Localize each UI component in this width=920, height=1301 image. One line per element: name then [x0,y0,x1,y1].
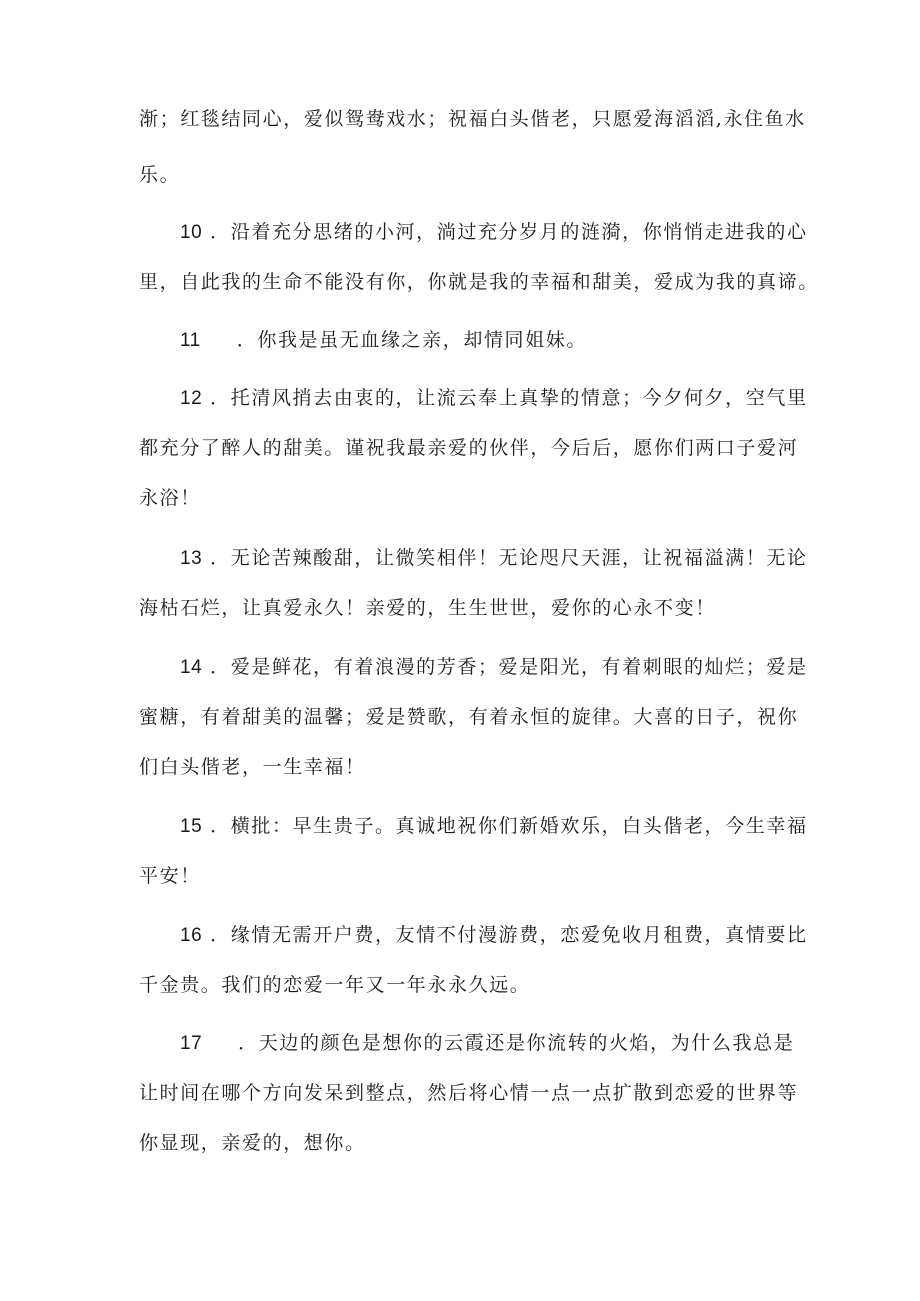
paragraph-line: 平安！ [139,865,201,887]
paragraph-line: 都充分了醉人的甜美。谨祝我最亲爱的伙伴，今后后，愿你们两口子爱河 [139,437,799,459]
item-separator: ． [210,387,231,409]
paragraph-13 [139,540,808,626]
item-separator: ． [210,547,231,569]
paragraph-line: 渐；红毯结同心，爱似鸳鸯戏水；祝福白头偕老，只愿爱海滔滔,永住鱼水 [139,108,806,130]
item-separator: ． [210,221,231,243]
item-number: 17 [180,1033,203,1054]
paragraph-15 [139,808,808,894]
item-text: 缘情无需开户费，友情不付漫游费，恋爱免收月租费，真情要比 [230,924,808,946]
item-number: 14 [180,657,203,678]
item-separator: ． [210,924,231,946]
item-text: 无论苦辣酸甜，让微笑相伴！无论咫尺天涯，让祝福溢满！无论 [230,547,808,569]
item-number: 13 [180,548,203,569]
paragraph-12 [139,380,808,516]
item-separator: ． [210,815,231,837]
paragraph-line [139,808,808,844]
item-separator: ． [236,329,258,351]
item-number: 10 [180,222,203,243]
item-separator: ． [238,1032,259,1054]
paragraph-line: 蜜糖，有着甜美的温馨；爱是赞歌，有着永恒的旋律。大喜的日子，祝你 [139,706,799,728]
item-text: 沿着充分思绪的小河，淌过充分岁月的涟漪，你悄悄走进我的心 [230,221,808,243]
paragraph-line: 里，自此我的生命不能没有你，你就是我的幸福和甜美，爱成为我的真谛。 [139,271,819,293]
item-text: 你我是虽无血缘之亲，却情同姐妹。 [257,329,587,351]
paragraph-line: 让时间在哪个方向发呆到整点，然后将心情一点一点扩散到恋爱的世界等 [139,1082,799,1104]
item-number: 12 [180,388,203,409]
item-number: 15 [180,816,203,837]
item-text: 横批：早生贵子。真诚地祝你们新婚欢乐，白头偕老，今生幸福 [230,815,808,837]
paragraph-line [139,380,808,416]
item-separator: ． [210,656,231,678]
paragraph-line: 们白头偕老，一生幸福！ [139,756,366,778]
paragraph-line: 你显现，亲爱的，想你。 [139,1132,366,1154]
paragraph-16 [139,917,808,1003]
paragraph-continued [139,101,806,193]
item-text: 天边的颜色是想你的云霞还是你流转的火焰，为什么我总是 [258,1032,795,1054]
item-number: 16 [180,925,203,946]
paragraph-line: 乐。 [139,164,181,186]
item-text: 爱是鲜花，有着浪漫的芳香；爱是阳光，有着刺眼的灿烂；爱是 [230,656,808,678]
paragraph-line: 海枯石烂，让真爱永久！亲爱的，生生世世，爱你的心永不变！ [139,597,716,619]
paragraph-line [139,540,808,576]
item-number: 11 [180,330,201,351]
paragraph-line [139,322,799,358]
paragraph-line: 永浴！ [139,487,201,509]
item-text: 托清风捎去由衷的，让流云奉上真挚的情意；今夕何夕，空气里 [230,387,808,409]
paragraph-17 [139,1025,799,1161]
paragraph-line [139,917,808,953]
paragraph-line [139,1025,799,1061]
paragraph-line: 千金贵。我们的恋爱一年又一年永永久远。 [139,974,531,996]
paragraph-line [139,214,808,250]
paragraph-line [139,649,808,685]
paragraph-11 [139,322,799,358]
paragraph-14 [139,649,808,785]
paragraph-10 [139,214,819,300]
